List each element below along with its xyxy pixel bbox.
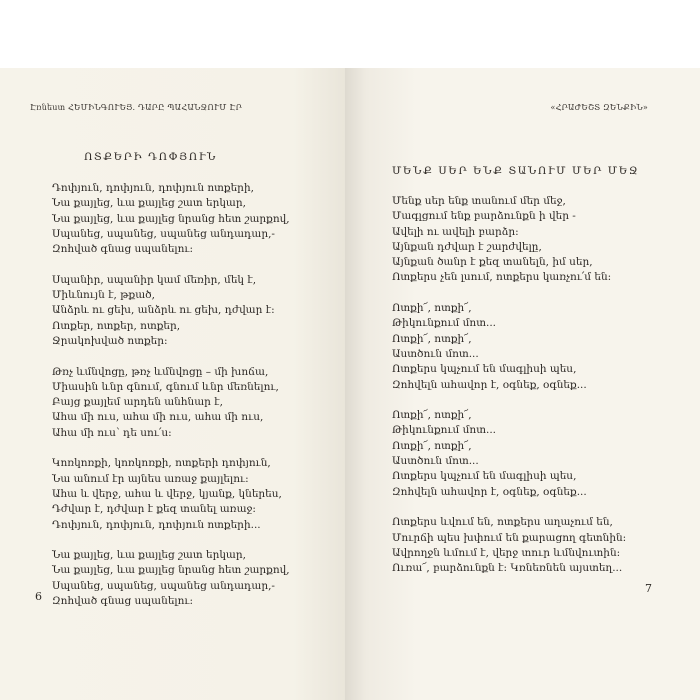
page-number-left: 6 (35, 590, 42, 603)
poem-line: Նա քայլեց, ևա քայլեց նրանց հետ շարքով, (52, 212, 290, 225)
poem-line: Ոտքի՜, ոտքի՜, (392, 302, 472, 315)
poem-line: Դոփյուն, դոփյուն, դոփյուն ոտքերի, (52, 182, 254, 194)
poem-line: Ահա մի ուս, ահա մի ուս, ահա մի ուս, (52, 411, 264, 424)
poem-line: Այնքան ծանր է քեզ տանելն, իմ սեր, (392, 256, 593, 269)
poem-line: Սպանիր, սպանիր կամ մեռիր, մեկ է, (52, 273, 257, 286)
poem-line: Թռչ ևմնվոցը, թռչ ևմնվոցը – մի խոճա, (52, 365, 269, 378)
poem-line: Միևնույն է, թքած, (52, 289, 155, 302)
poem-body-left (52, 181, 290, 609)
stanza-gap (52, 349, 290, 364)
poem-body-right (392, 194, 626, 576)
poem-line: Նա քայլեց, ևա քայլեց շատ երկար, (52, 197, 246, 210)
poem-line: Ոտքի՜, ոտքի՜, (392, 439, 472, 452)
poem-line: Ուռա՜, բարձունքն է: Կռնեռնեն այստեղ... (392, 562, 623, 575)
poem-line: Ոտքերս ևվում են, ոտքերս աղաչում են, (392, 516, 613, 529)
poem-line: Զոհված գնաց սպանելու: (52, 243, 194, 256)
stanza-gap (392, 393, 626, 408)
poem-line: Զոհվելն ահավոր է, օգնեք, օգնեք... (392, 378, 587, 391)
poem-line: Նա քայլեց, ևա քայլեց նրանց հետ շարքով, (52, 564, 290, 577)
poem-line: Ոտքի՜, ոտքի՜, (392, 409, 472, 422)
poem-line: Նա անում էր այնես առաջ քայլելու: (52, 472, 249, 485)
poem-line: Զոհված գնաց սպանելու: (52, 595, 194, 608)
poem-line: Ոտքերս չեն լսում, ոտքերս կառչու՛մ են: (392, 271, 612, 284)
right-page (345, 68, 700, 700)
poem-line: Միասին ևնր գնում, գնում ևնր մեռնելու, (52, 380, 279, 393)
poem-line: Սպանեց, սպանեց, սպանեց անդադար,- (52, 579, 275, 592)
page-number-right: 7 (645, 582, 652, 595)
poem-line: Այնքան դժվար է շարժվելը, (392, 240, 542, 253)
stanza-gap (52, 533, 290, 548)
poem-line: Նա քայլեց, ևա քայլեց շատ երկար, (52, 549, 246, 562)
poem-line: Անձրև ու ցեխ, անձրև ու ցեխ, դժվար է: (52, 304, 275, 317)
poem-line: Ավրողջն ևմում է, վերջ տուր ևմնվուտին: (392, 546, 621, 559)
left-page (0, 68, 345, 700)
poem-line: Ոտքեր, ոտքեր, ոտքեր, (52, 319, 181, 332)
poem-line: Մենք սեր ենք տանում մեր մեջ, (392, 195, 566, 207)
poem-line: Ոտքի՜, ոտքի՜, (392, 332, 472, 345)
poem-line: Թիկունքում մոտ... (392, 424, 497, 437)
poem-title-left: ՈՏՔԵՐԻ ԴՈՓՅՈՒՆ (84, 151, 217, 163)
poem-line: Աստծուն մոտ... (392, 455, 479, 468)
poem-line: Մուրճի պես խփում են քարացող գետնին: (392, 531, 627, 544)
poem-line: Սպանեց, սպանեց, սպանեց անդադար,- (52, 227, 275, 240)
poem-line: Զոհվելն ահավոր է, օգնեք, օգնեք... (392, 485, 587, 498)
stanza-gap (392, 500, 626, 515)
poem-line: Մագլցում ենք բարձունքն ի վեր - (392, 210, 576, 223)
poem-line: Ահա և վերջ, ահա և վերջ, կյանք, կներես, (52, 487, 282, 500)
running-head-right: «ՀՐԱԺԵՇՏ ԶԵՆՔԻՆ» (550, 103, 648, 112)
poem-line: Դոփյուն, դոփյուն, դոփյուն ոտքերի... (52, 518, 261, 531)
poem-line: Բայց քայլեմ արդեն անհնար է, (52, 396, 223, 409)
poem-line: Կոռկոռքի, կոռկոռքի, ոտքերի դոփյուն, (52, 457, 271, 470)
poem-line: Ոտքերս կպչում են մագլիսի պես, (392, 363, 577, 376)
stanza-gap (52, 441, 290, 456)
poem-line: Աստծուն մոտ... (392, 347, 479, 360)
poem-line: Ոտքերս կպչում են մագլիսի պես, (392, 470, 577, 483)
poem-line: Թիկունքում մոտ... (392, 317, 497, 330)
poem-line: Դժվար է, դժվար է քեզ տանել առաջ: (52, 503, 256, 516)
running-head-left: Էռնեստ ՀԵՄԻՆԳՈՒԵՅ. ԴԱՐԸ ՊԱՀԱՆՋՈՒՄ ԷՐ (30, 103, 243, 112)
poem-line: Ավելի ու ավելի բարձր: (392, 225, 519, 238)
stanza-gap (52, 257, 290, 272)
poem-line: Ահա մի ուս՝ դե սու՛ս: (52, 426, 172, 439)
poem-line: Ջրակոխված ոտքեր: (52, 334, 168, 347)
poem-title-right: ՄԵՆՔ ՍԵՐ ԵՆՔ ՏԱՆՈՒՄ ՄԵՐ ՄԵՋ (392, 165, 640, 177)
stanza-gap (392, 286, 626, 301)
